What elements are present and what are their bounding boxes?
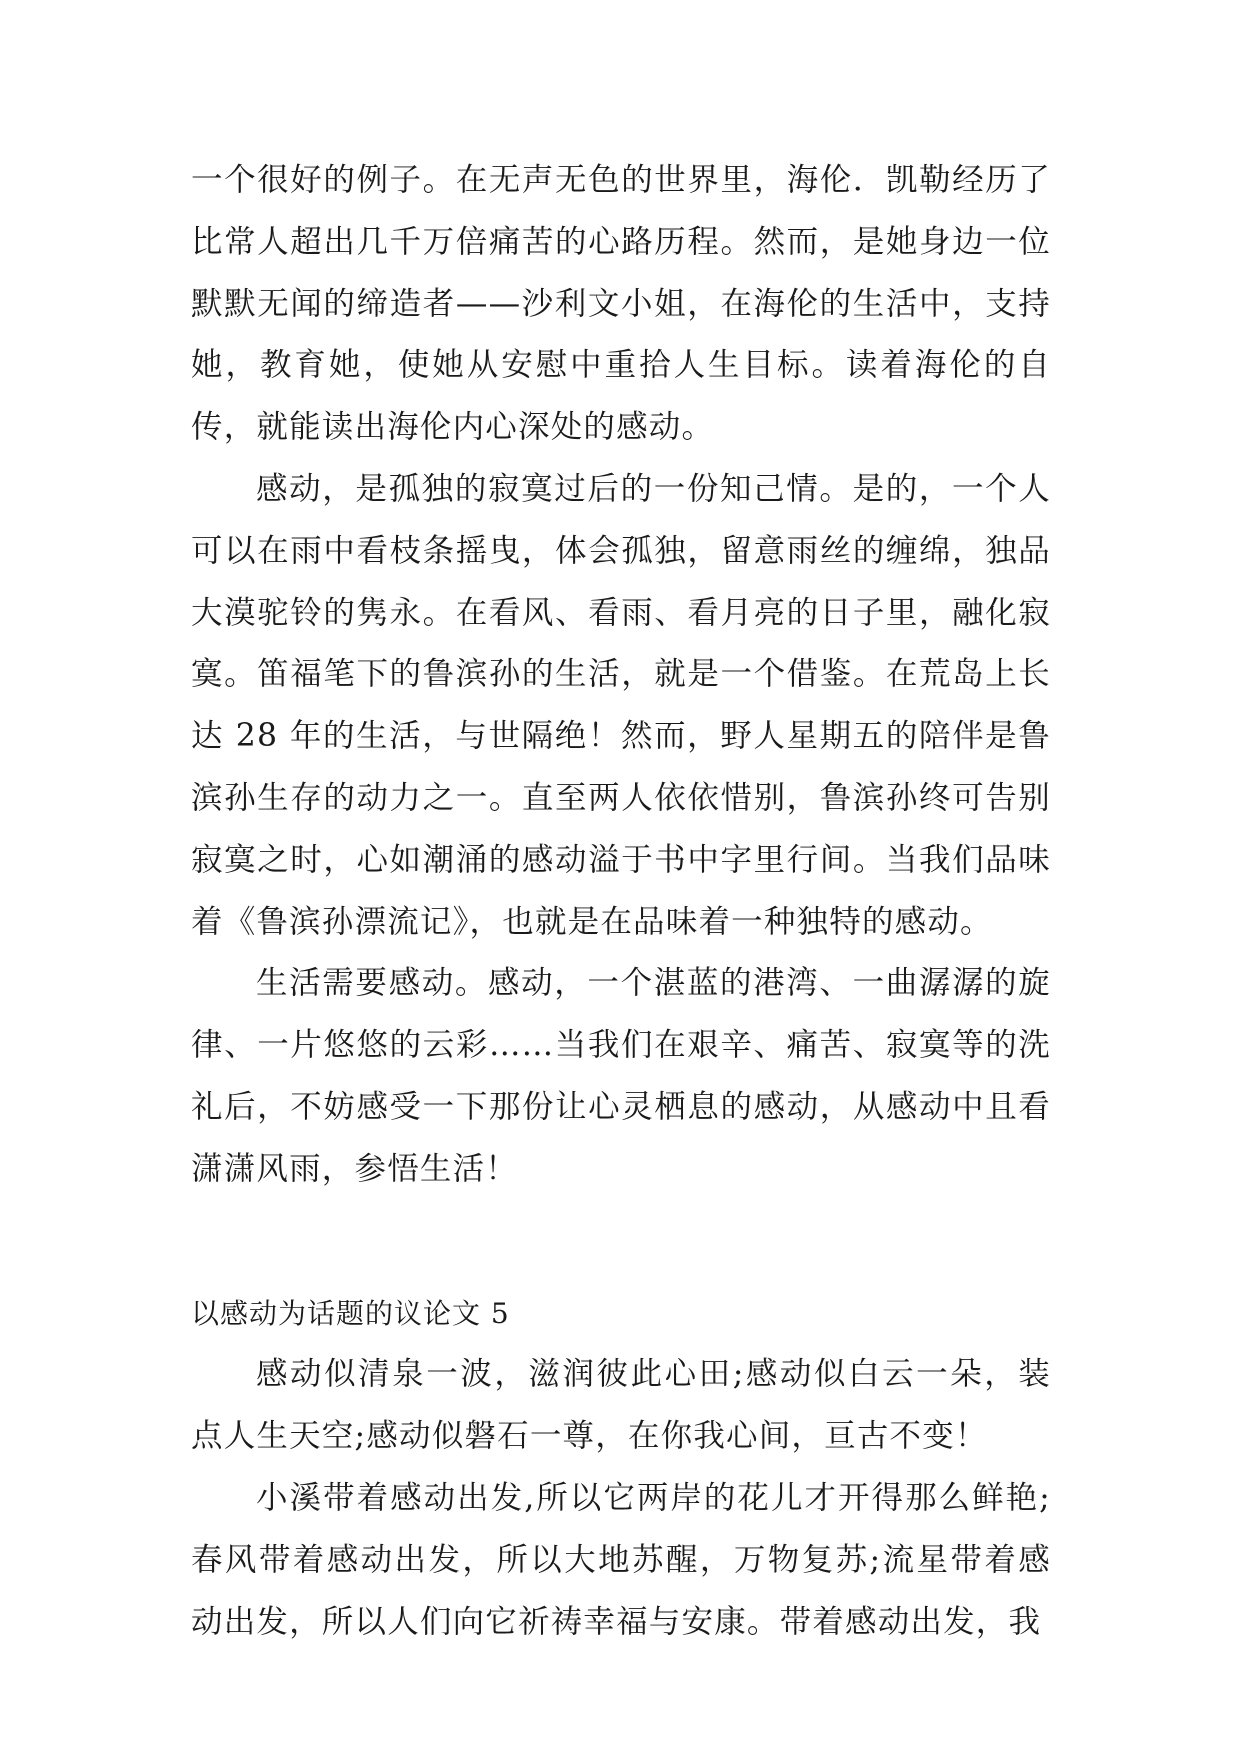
paragraph-3: 生活需要感动。感动，一个湛蓝的港湾、一曲潺潺的旋律、一片悠悠的云彩……当我们在艰辛、痛苦、寂寞等的洗礼后，不妨感受一下那份让心灵栖息的感动，从感动中且看潇潇风雨，参悟生活！ <box>191 965 1051 1187</box>
document-page <box>191 150 1051 1653</box>
section-spacer <box>191 1201 1051 1283</box>
paragraph-1: 一个很好的例子。在无声无色的世界里，海伦．凯勒经历了比常人超出几千万倍痛苦的心路历程。然而，是她身边一位默默无闻的缔造者——沙利文小姐，在海伦的生活中，支持她，教育她，使她从安慰中重拾人生目标。读着海伦的自传，就能读出海伦内心深处的感动。 <box>191 162 1051 446</box>
paragraph-4: 感动似清泉一波，滋润彼此心田;感动似白云一朵，装点人生天空;感动似磐石一尊，在你我心间，亘古不变！ <box>191 1356 1051 1455</box>
paragraph-2: 感动，是孤独的寂寞过后的一份知己情。是的，一个人可以在雨中看枝条摇曳，体会孤独，留意雨丝的缠绵，独品大漠驼铃的隽永。在看风、看雨、看月亮的日子里，融化寂寞。笛福笔下的鲁滨孙的生活，就是一个借鉴。在荒岛上长达 28 年的生活，与世隔绝！然而，野人星期五的陪伴是鲁滨孙生存的动力之一。直至两人依依惜别，鲁滨孙终可告别寂寞之时，心如潮涌的感动溢于书中字里行间。当我们品味着《鲁滨孙漂流记》，也就是在品味着一种独特的感动。 <box>191 470 1051 940</box>
paragraph-5: 小溪带着感动出发,所以它两岸的花儿才开得那么鲜艳;春风带着感动出发，所以大地苏醒，万物复苏;流星带着感动出发，所以人们向它祈祷幸福与安康。带着感动出发，我 <box>191 1479 1051 1640</box>
section-title: 以感动为话题的议论文 5 <box>191 1296 510 1330</box>
